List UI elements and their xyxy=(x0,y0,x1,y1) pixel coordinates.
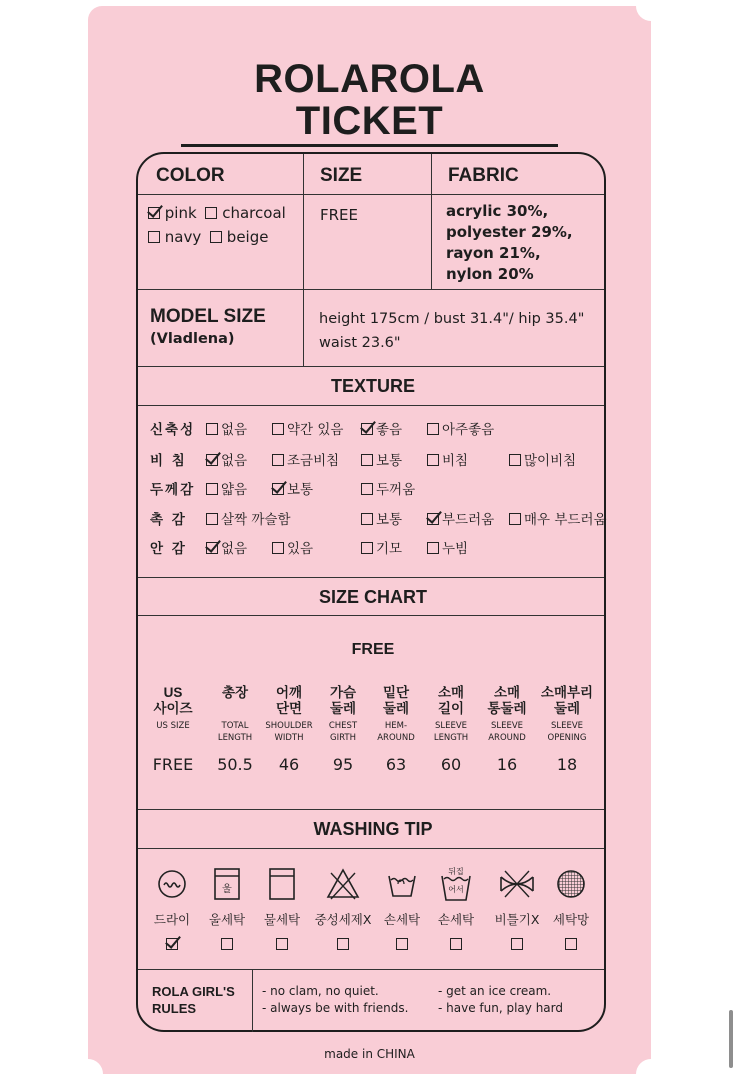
info-table xyxy=(136,152,606,1032)
rules-list-1: - no clam, no quiet. - always be with friends. xyxy=(262,984,409,1015)
size-chart-header-en: HEM- AROUND xyxy=(377,721,415,743)
wash-item-no-wring: 비틀기X xyxy=(488,866,546,953)
svg-text:울: 울 xyxy=(222,884,232,895)
wash-item-no-bleach: 중성세제X xyxy=(314,866,372,953)
inside-out-wash-icon xyxy=(439,866,473,902)
color-header: COLOR xyxy=(156,165,225,186)
size-chart-value: 63 xyxy=(385,755,407,774)
wash-item-dry: 드라이 xyxy=(143,866,201,953)
size-chart-header-en: SLEEVE OPENING xyxy=(547,721,587,743)
wool-wash-icon xyxy=(212,867,242,901)
no-bleach-icon xyxy=(325,867,361,901)
size-chart-title: SIZE CHART xyxy=(319,587,427,607)
wash-item-water: 물세탁 xyxy=(253,866,311,953)
checkbox[interactable] xyxy=(450,938,462,950)
size-chart-value: FREE xyxy=(152,755,194,774)
model-name: (Vladlena) xyxy=(150,331,235,347)
color-option-charcoal[interactable]: charcoal xyxy=(205,204,285,222)
size-chart-header-ko: 총장 xyxy=(221,685,249,700)
origin-label: made in CHINA xyxy=(324,1047,415,1061)
size-chart-subtitle: FREE xyxy=(351,641,395,658)
size-chart-value: 18 xyxy=(556,755,578,774)
texture-title: TEXTURE xyxy=(330,376,415,396)
texture-row-thickness: 두께감 얇음 보통 두꺼움 xyxy=(150,482,416,498)
water-wash-icon xyxy=(267,867,297,901)
wash-item-wool: 울 울세탁 xyxy=(198,866,256,953)
checkbox-checked[interactable] xyxy=(166,938,178,950)
color-option-pink[interactable]: pink xyxy=(148,204,197,222)
checkbox[interactable] xyxy=(396,938,408,950)
size-chart-header-en: SLEEVE AROUND xyxy=(488,721,526,743)
wash-item-inside-out: 뒤집 어서 손세탁 xyxy=(427,866,485,953)
checkbox[interactable] xyxy=(565,938,577,950)
dry-clean-icon xyxy=(156,868,188,900)
rules-list-2: - get an ice cream. - have fun, play hard xyxy=(438,984,563,1015)
model-size-title: MODEL SIZE xyxy=(150,306,266,327)
texture-row-sheer: 비 침 없음 조금비침 보통 비침 많이비침 xyxy=(150,453,577,469)
texture-row-lining: 안 감 없음 있음 기모 누빔 xyxy=(150,541,469,557)
size-chart-header-ko: US 사이즈 xyxy=(153,685,193,716)
size-chart-header-ko: 밑단 둘레 xyxy=(382,685,410,716)
fabric-composition: acrylic 30%, polyester 29%, rayon 21%, nylon 20% xyxy=(446,202,573,283)
checkbox[interactable] xyxy=(221,938,233,950)
size-chart-header-en: US SIZE xyxy=(156,721,190,731)
no-wring-icon xyxy=(497,869,537,899)
checkbox-checked[interactable] xyxy=(148,207,160,219)
size-header: SIZE xyxy=(320,165,363,186)
size-chart-value: 46 xyxy=(278,755,300,774)
fabric-header: FABRIC xyxy=(448,165,519,186)
model-measurements: height 175cm / bust 31.4"/ hip 35.4" waist 23.6" xyxy=(319,311,585,351)
checkbox[interactable] xyxy=(148,231,160,243)
washing-tip-title: WASHING TIP xyxy=(313,819,433,839)
size-value: FREE xyxy=(320,206,359,224)
color-option-navy[interactable]: navy xyxy=(148,228,201,246)
size-chart-header-en: SLEEVE LENGTH xyxy=(433,721,469,743)
checkbox[interactable] xyxy=(276,938,288,950)
laundry-net-icon xyxy=(556,869,586,899)
size-chart-header-en: TOTAL LENGTH xyxy=(217,721,253,743)
checkbox[interactable] xyxy=(205,207,217,219)
svg-text:어서: 어서 xyxy=(448,885,464,894)
rules-title: ROLA GIRL'S RULES xyxy=(152,984,235,1016)
page-title: ROLAROLA TICKET xyxy=(181,58,558,147)
size-chart-value: 60 xyxy=(440,755,462,774)
color-option-beige[interactable]: beige xyxy=(210,228,268,246)
scrollbar[interactable] xyxy=(729,1010,733,1068)
size-chart-header-ko: 소매 길이 xyxy=(437,685,465,716)
size-chart-header-ko: 어깨 단면 xyxy=(275,685,303,716)
size-chart-header-en: SHOULDER WIDTH xyxy=(265,721,313,743)
svg-text:뒤집: 뒤집 xyxy=(448,867,464,876)
texture-row-touch: 촉 감 살짝 까슬함 보통 부드러움 매우 부드러움 xyxy=(150,512,607,528)
size-chart-header-ko: 소매 통둘레 xyxy=(487,685,527,716)
wash-item-net: 세탁망 xyxy=(542,866,600,953)
size-chart-value: 16 xyxy=(496,755,518,774)
wash-item-hand: 손세탁 xyxy=(373,866,431,953)
size-chart-header-ko: 소매부리 둘레 xyxy=(540,685,594,716)
texture-row-stretch: 신축성 없음 약간 있음 좋음 아주좋음 xyxy=(150,422,495,438)
checkbox[interactable] xyxy=(210,231,222,243)
color-options xyxy=(148,201,300,249)
checkbox[interactable] xyxy=(337,938,349,950)
size-chart-value: 95 xyxy=(332,755,354,774)
size-chart-value: 50.5 xyxy=(217,755,253,774)
checkbox[interactable] xyxy=(511,938,523,950)
hand-wash-icon xyxy=(386,868,418,900)
size-chart-header-en: CHEST GIRTH xyxy=(328,721,358,743)
size-chart-header-ko: 가슴 둘레 xyxy=(329,685,357,716)
ticket-notch xyxy=(636,1059,666,1080)
